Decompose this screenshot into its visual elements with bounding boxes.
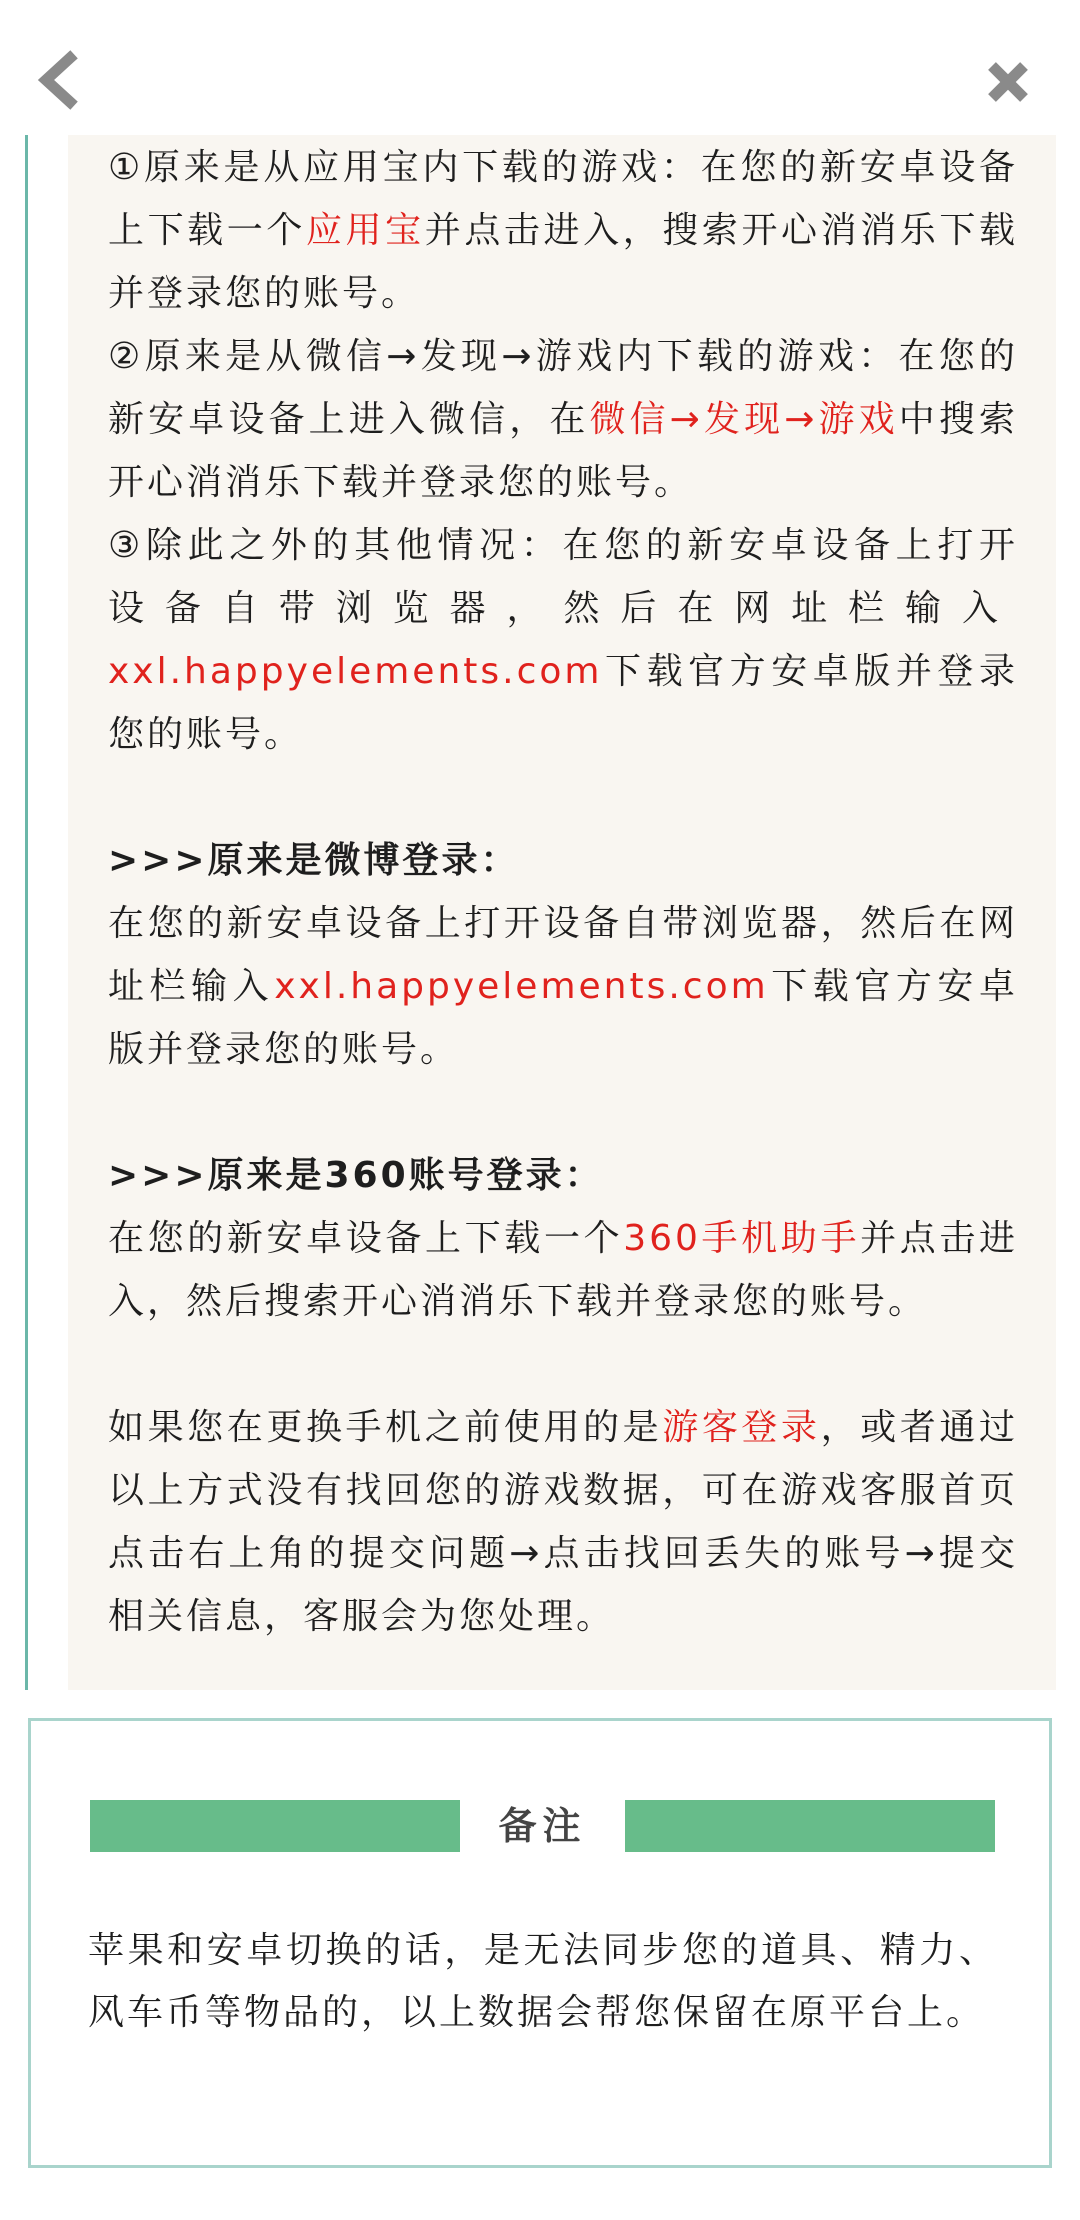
paragraph-guest: 如果您在更换手机之前使用的是游客登录，或者通过以上方式没有找回您的游戏数据，可在游戏客服首页点击右上角的提交问题→点击找回丢失的账号→提交相关信息，客服会为您处理。 [108, 1407, 1018, 1637]
heading-360: >>>原来是360账号登录： [108, 1155, 604, 1196]
paragraph-weibo: 在您的新安卓设备上打开设备自带浏览器，然后在网址栏输入xxl.happyelements.com下载官方安卓版并登录您的账号。 [108, 903, 1018, 1070]
close-icon [984, 58, 1032, 106]
instructions-text [108, 136, 1018, 1648]
note-title-bar-left [90, 1800, 460, 1852]
highlight-url: xxl.happyelements.com [274, 966, 769, 1007]
highlight-wechat-path: 微信→发现→游戏 [589, 399, 899, 440]
paragraph-app-store: ①原来是从应用宝内下载的游戏：在您的新安卓设备上下载一个应用宝并点击进入，搜索开心消消乐下载并登录您的账号。 [108, 147, 1018, 314]
paragraph-360: 在您的新安卓设备上下载一个360手机助手并点击进入，然后搜索开心消消乐下载并登录您的账号。 [108, 1218, 1018, 1322]
accent-divider-line [25, 135, 28, 1690]
chevron-left-icon [34, 50, 82, 110]
note-title: 备注 [498, 1804, 587, 1848]
highlight-360-assistant: 360手机助手 [623, 1218, 861, 1259]
highlight-guest-login: 游客登录 [662, 1407, 821, 1448]
paragraph-wechat: ②原来是从微信→发现→游戏内下载的游戏：在您的新安卓设备上进入微信，在微信→发现→游戏中搜索开心消消乐下载并登录您的账号。 [108, 336, 1018, 503]
highlight-url: xxl.happyelements.com [108, 651, 603, 692]
heading-weibo: >>>原来是微博登录： [108, 840, 520, 881]
note-title-bar-right [625, 1800, 995, 1852]
note-text: 苹果和安卓切换的话，是无法同步您的道具、精力、风车币等物品的，以上数据会帮您保留在原平台上。 [88, 1930, 998, 2033]
top-nav-bar [0, 0, 1080, 135]
back-button[interactable] [34, 50, 82, 110]
paragraph-other: ③除此之外的其他情况：在您的新安卓设备上打开设备自带浏览器，然后在网址栏输入xxl.happyelements.com下载官方安卓版并登录您的账号。 [108, 525, 1018, 755]
highlight-yingyongbao: 应用宝 [305, 210, 425, 251]
close-button[interactable] [984, 58, 1032, 106]
